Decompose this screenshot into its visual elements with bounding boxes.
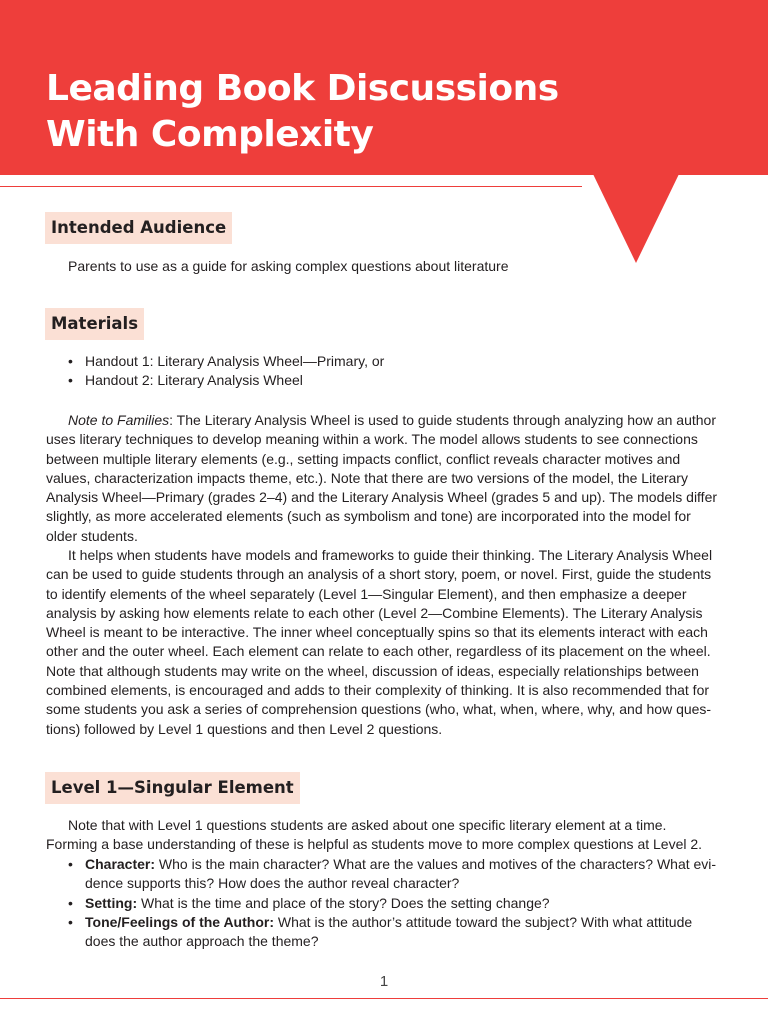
bullet-icon: •: [68, 894, 73, 911]
paragraph-line: Wheel is meant to be interactive. The inner wheel conceptually spins so that its elements interact with each: [46, 624, 708, 641]
paragraph-line: to identify elements of the wheel separately (Level 1—Singular Element), and then emphasize a deeper: [46, 585, 687, 602]
bullet-icon: •: [68, 372, 73, 389]
paragraph-line: Analysis Wheel—Primary (grades 2–4) and the Literary Analysis Wheel (grades 5 and up). The models differ: [46, 489, 718, 506]
paragraph-line: It helps when students have models and frameworks to guide their thinking. The Literary Analysis Wheel: [68, 547, 713, 563]
level-1-questions-list: [68, 855, 716, 951]
banner-pointer: [593, 174, 679, 263]
paragraph-line: other and the outer wheel. Each element can relate to each other, regardless of its placement on the wheel.: [46, 643, 711, 660]
bullet-icon: •: [68, 353, 73, 369]
paragraph-line: Note that although students may write on the wheel, discussion of ideas, especially relationships between: [46, 662, 699, 679]
models-paragraph: [46, 546, 712, 739]
paragraph-line: some students you ask a series of comprehension questions (who, what, when, where, why, and how ques-: [46, 701, 712, 718]
paragraph-line: uses literary techniques to develop meaning within a work. The model allows students to see connections: [46, 431, 698, 448]
header-banner: [0, 0, 768, 175]
list-item: • Character: Who is the main character? What are the values and motives of the characters? What evi-: [68, 855, 716, 874]
materials-list: [68, 352, 384, 391]
paragraph-line: slightly, as more accelerated elements (such as symbolism and tone) are incorporated into the model for: [46, 508, 691, 525]
note-to-families-paragraph: [46, 411, 717, 546]
list-item: • Handout 1: Literary Analysis Wheel—Primary, or: [68, 352, 384, 371]
paragraph-line: tions) followed by Level 1 questions and then Level 2 questions.: [46, 720, 443, 737]
paragraph-line: values, characterization impacts theme, etc.). Note that there are two versions of the model, the Literary: [46, 469, 688, 486]
section-heading-intended-audience: Intended Audience: [45, 212, 232, 244]
paragraph-line: combined elements, is encouraged and adds to their complexity of thinking. It is also recommended that for: [46, 682, 710, 699]
list-item: • Setting: What is the time and place of the story? Does the setting change?: [68, 894, 716, 913]
paragraph-line: Note that with Level 1 questions students are asked about one specific literary element at a time.: [68, 817, 667, 833]
header-divider: [0, 186, 582, 187]
paragraph-line: between multiple literary elements (e.g., setting impacts conflict, conflict reveals character motives and: [46, 450, 681, 467]
footer-divider: [0, 998, 768, 999]
page-title-line-2: With Complexity: [46, 114, 374, 155]
paragraph-line: can be used to guide students through an analysis of a short story, poem, or novel. First, guide the students: [46, 566, 712, 583]
paragraph-line: Forming a base understanding of these is helpful as students move to more complex questions at Level 2.: [46, 836, 703, 853]
note-lead: Note to Families: [68, 412, 170, 428]
page-number: 1: [379, 973, 389, 990]
page-title-line-1: Leading Book Discussions: [46, 68, 559, 109]
list-item: • Tone/Feelings of the Author: What is the author’s attitude toward the subject? With what attitude: [68, 913, 716, 932]
section-heading-materials: Materials: [45, 308, 144, 340]
section-heading-level-1: Level 1—Singular Element: [45, 772, 300, 804]
list-item-continuation: does the author approach the theme?: [85, 933, 319, 950]
list-item-continuation: dence supports this? How does the author reveal character?: [85, 875, 460, 892]
paragraph-line: analysis by asking how elements relate to each other (Level 2—Combine Elements). The Literary Analysis: [46, 604, 703, 621]
audience-text: Parents to use as a guide for asking complex questions about literature: [68, 258, 509, 274]
bullet-icon: •: [68, 856, 73, 872]
bullet-icon: •: [68, 913, 73, 930]
paragraph-line: Note to Families: The Literary Analysis Wheel is used to guide students through analyzing how an author: [68, 412, 717, 428]
level-1-intro: [46, 816, 702, 855]
page-title: [46, 66, 559, 158]
paragraph-line: older students.: [46, 527, 138, 544]
list-item: • Handout 2: Literary Analysis Wheel: [68, 371, 384, 390]
